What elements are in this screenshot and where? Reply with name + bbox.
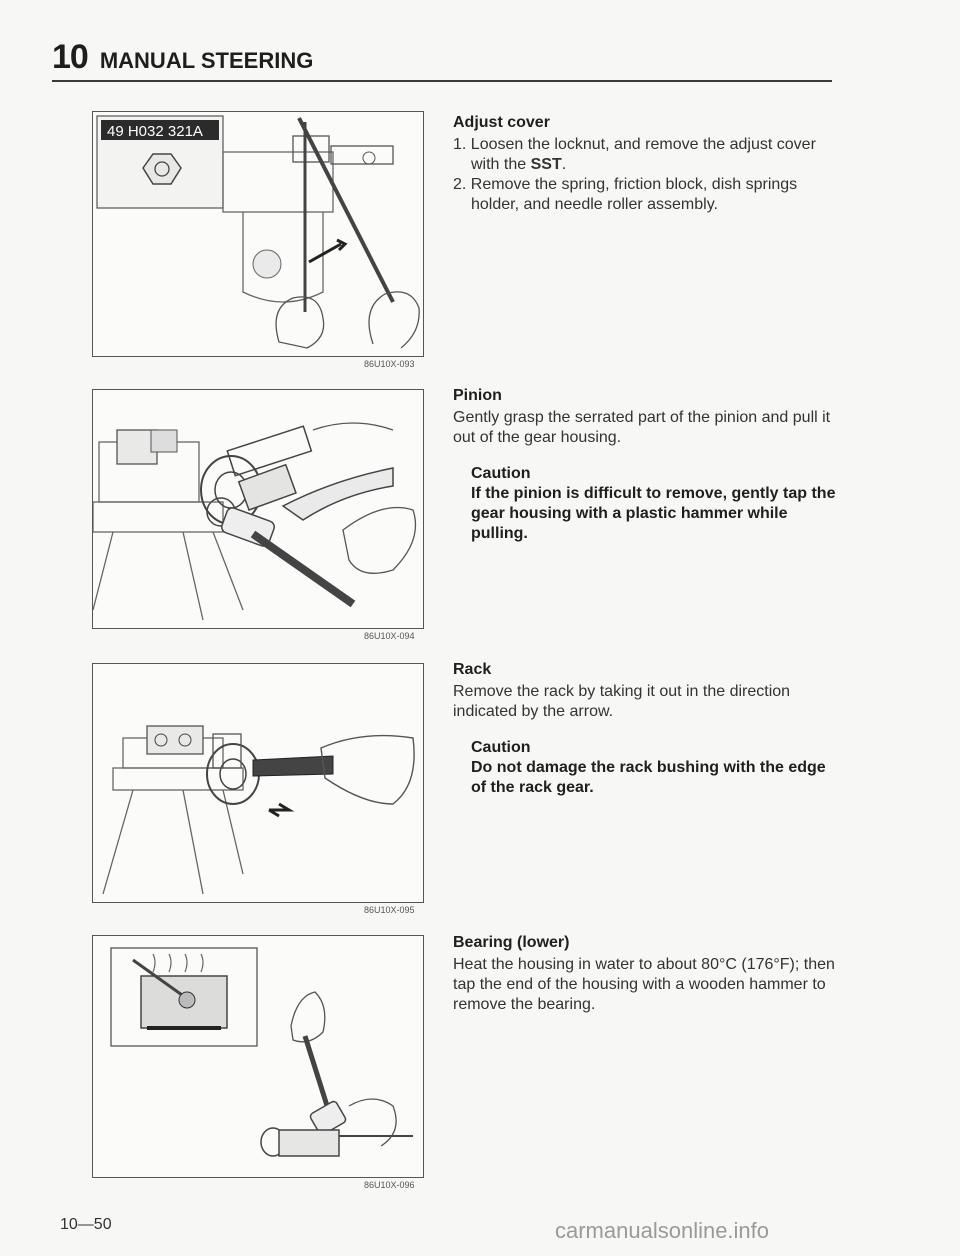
- list-item: [453, 175, 843, 215]
- step-list: [453, 135, 843, 215]
- figure-code: 86U10X-093: [364, 359, 415, 369]
- illustration-adjust-cover: [93, 112, 424, 357]
- figure-adjust-cover: [92, 111, 424, 357]
- tool-number-badge: 49 H032 321A: [107, 123, 203, 140]
- page-number: 10—50: [60, 1216, 112, 1233]
- illustration-rack: [93, 664, 424, 903]
- figure-code: 86U10X-094: [364, 631, 415, 641]
- figure-bearing: [92, 935, 424, 1178]
- figure-code: 86U10X-096: [364, 1180, 415, 1190]
- caution-text: Do not damage the rack bushing with the edge of the rack gear.: [471, 759, 826, 796]
- section-body: Heat the housing in water to about 80°C (176°F); then tap the end of the housing with a wooden hammer to remove the bearing.: [453, 956, 835, 1013]
- step-text: Loosen the locknut, and remove the adjust cover with the: [470, 136, 816, 173]
- caution-text: If the pinion is difficult to remove, gently tap the gear housing with a plastic hammer while pulling.: [471, 485, 836, 542]
- step-number: 1.: [453, 136, 467, 153]
- chapter-title: MANUAL STEERING: [99, 48, 314, 73]
- header-rule: [52, 80, 832, 82]
- caution-title: Caution: [471, 739, 531, 756]
- section-body: Remove the rack by taking it out in the direction indicated by the arrow.: [453, 683, 791, 720]
- section-pinion: [453, 386, 843, 544]
- illustration-bearing: [93, 936, 424, 1178]
- section-title: Pinion: [453, 387, 502, 404]
- figure-rack: [92, 663, 424, 903]
- figure-pinion: [92, 389, 424, 629]
- section-adjust-cover: [453, 113, 843, 215]
- caution-box: [471, 738, 843, 798]
- page-header: [52, 38, 313, 77]
- section-rack: [453, 660, 843, 798]
- caution-box: [471, 464, 843, 544]
- watermark: carmanualsonline.info: [555, 1218, 770, 1243]
- list-item: [453, 135, 843, 175]
- step-text: .: [561, 156, 567, 173]
- step-text: Remove the spring, friction block, dish springs holder, and needle roller assembly.: [470, 176, 798, 213]
- caution-title: Caution: [471, 465, 531, 482]
- section-title: Rack: [453, 661, 492, 678]
- figure-code: 86U10X-095: [364, 905, 415, 915]
- section-body: Gently grasp the serrated part of the pinion and pull it out of the gear housing.: [453, 409, 831, 446]
- step-text-emphasis: SST: [530, 156, 562, 173]
- section-title: Adjust cover: [453, 114, 550, 131]
- section-bearing-lower: [453, 933, 843, 1015]
- section-title: Bearing (lower): [453, 934, 570, 951]
- chapter-number: 10: [52, 38, 88, 76]
- illustration-pinion: [93, 390, 424, 629]
- step-number: 2.: [453, 176, 467, 193]
